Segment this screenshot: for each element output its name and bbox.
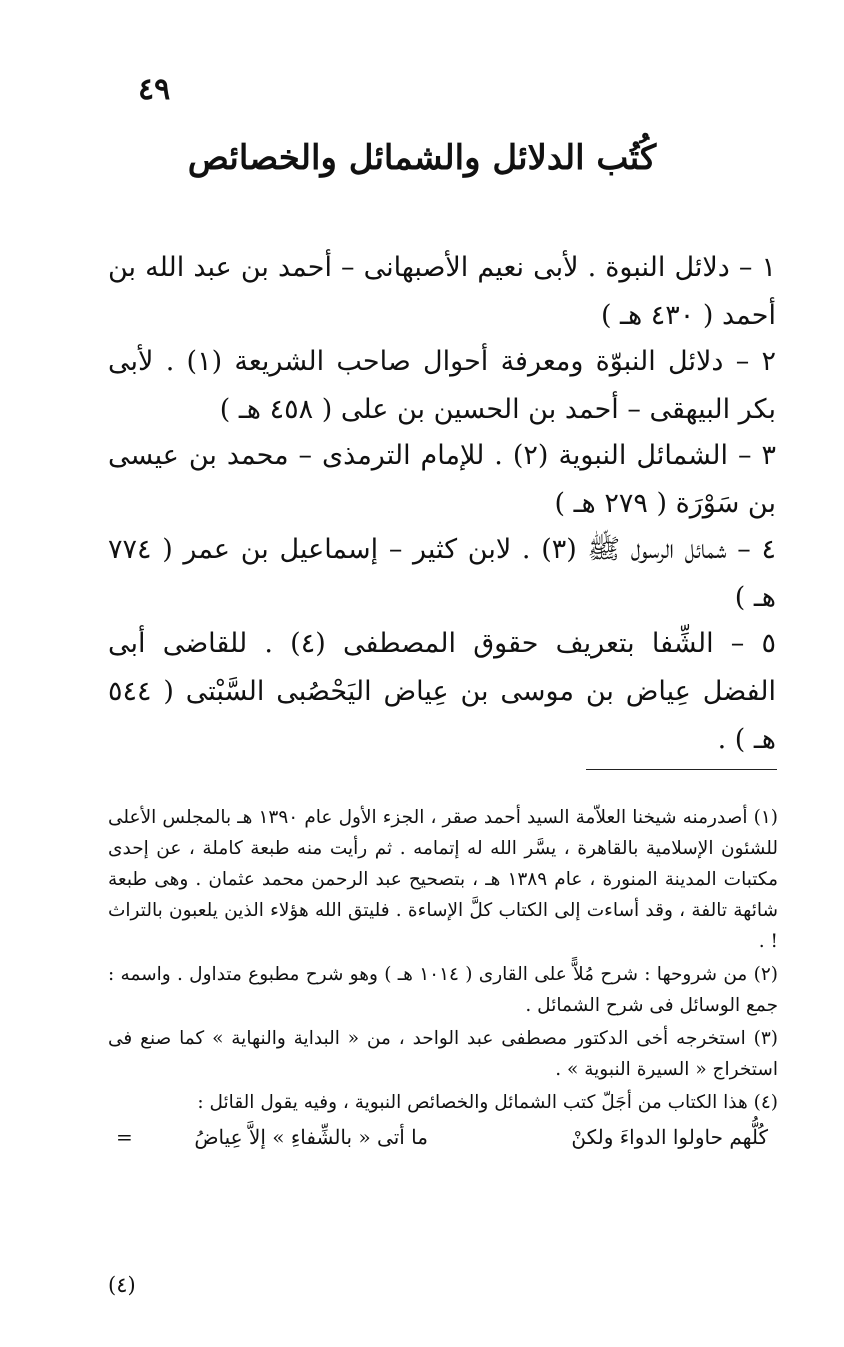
book-entry-1: ١ – دلائل النبوة . لأبى نعيم الأصبهانى – أحمد بن عبد الله بن أحمد ( ٤٣٠ هـ ) <box>108 252 776 331</box>
footnote-1: (١) أصدرمنه شيخنا العلاّمة السيد أحمد صقر ، الجزء الأول عام ١٣٩٠ هـ بالمجلس الأعلى للشئون الإسلامية بالقاهرة ، يسَّر الله له إتمامه . ثم رأيت منه طبعة كاملة ، عن إحدى مكتبات المدينة المنورة ، عام ١٣٨٩ هـ ، بتصحيح عبد الرحمن محمد عثمان . وهى طبعة شائهة تالفة ، وقد أساءت إلى الكتاب كلَّ الإساءة . فليتق الله هؤلاء الذين يلعبون بالتراث ! . <box>108 807 778 952</box>
footnote-2: (٢) من شروحها : شرح مُلاًّ على القارى ( ١٠١٤ هـ ) وهو شرح مطبوع متداول . واسمه : جمع الوسائل فى شرح الشمائل . <box>108 964 778 1016</box>
sheet-number: (٤) <box>108 1273 136 1297</box>
footnote-4: (٤) هذا الكتاب من أجَلّ كتب الشمائل والخصائص النبوية ، وفيه يقول القائل : <box>197 1092 778 1113</box>
footnote-separator <box>586 769 777 770</box>
continuation-mark: = <box>116 1125 133 1149</box>
book-entry-4: ٤ – شمائل الرسول ﷺ (٣) . لابن كثير – إسماعيل بن عمر ( ٧٧٤ هـ ) <box>108 534 776 613</box>
page-title: كُتُب الدلائل والشمائل والخصائص <box>187 138 657 178</box>
verse-hemistich-1: كُلُّهم حاولوا الدواءَ ولكنْ <box>571 1125 768 1149</box>
footnote-3: (٣) استخرجه أخى الدكتور مصطفى عبد الواحد ، من « البداية والنهاية » كما صنع فى استخراج « السيرة النبوية » . <box>108 1028 778 1080</box>
footnotes <box>108 802 778 1154</box>
book-entry-5: ٥ – الشِّفا بتعريف حقوق المصطفى (٤) . للقاضى أبى الفضل عِياض بن موسى بن عِياض اليَحْصُبى السَّبْتى ( ٥٤٤ هـ ) . <box>108 628 776 755</box>
book-entry-3: ٣ – الشمائل النبوية (٢) . للإمام الترمذى – محمد بن عيسى بن سَوْرَة ( ٢٧٩ هـ ) <box>108 440 776 519</box>
poetry-verse <box>108 1120 778 1154</box>
book-list <box>108 244 776 762</box>
verse-hemistich-2: ما أتى « بالشِّفاءِ » إلاَّ عِياضُ <box>194 1125 428 1149</box>
book-entry-2: ٢ – دلائل النبوّة ومعرفة أحوال صاحب الشريعة (١) . لأبى بكر البيهقى – أحمد بن الحسين بن على ( ٤٥٨ هـ ) <box>108 346 777 425</box>
page-number: ٤٩ <box>138 72 171 107</box>
